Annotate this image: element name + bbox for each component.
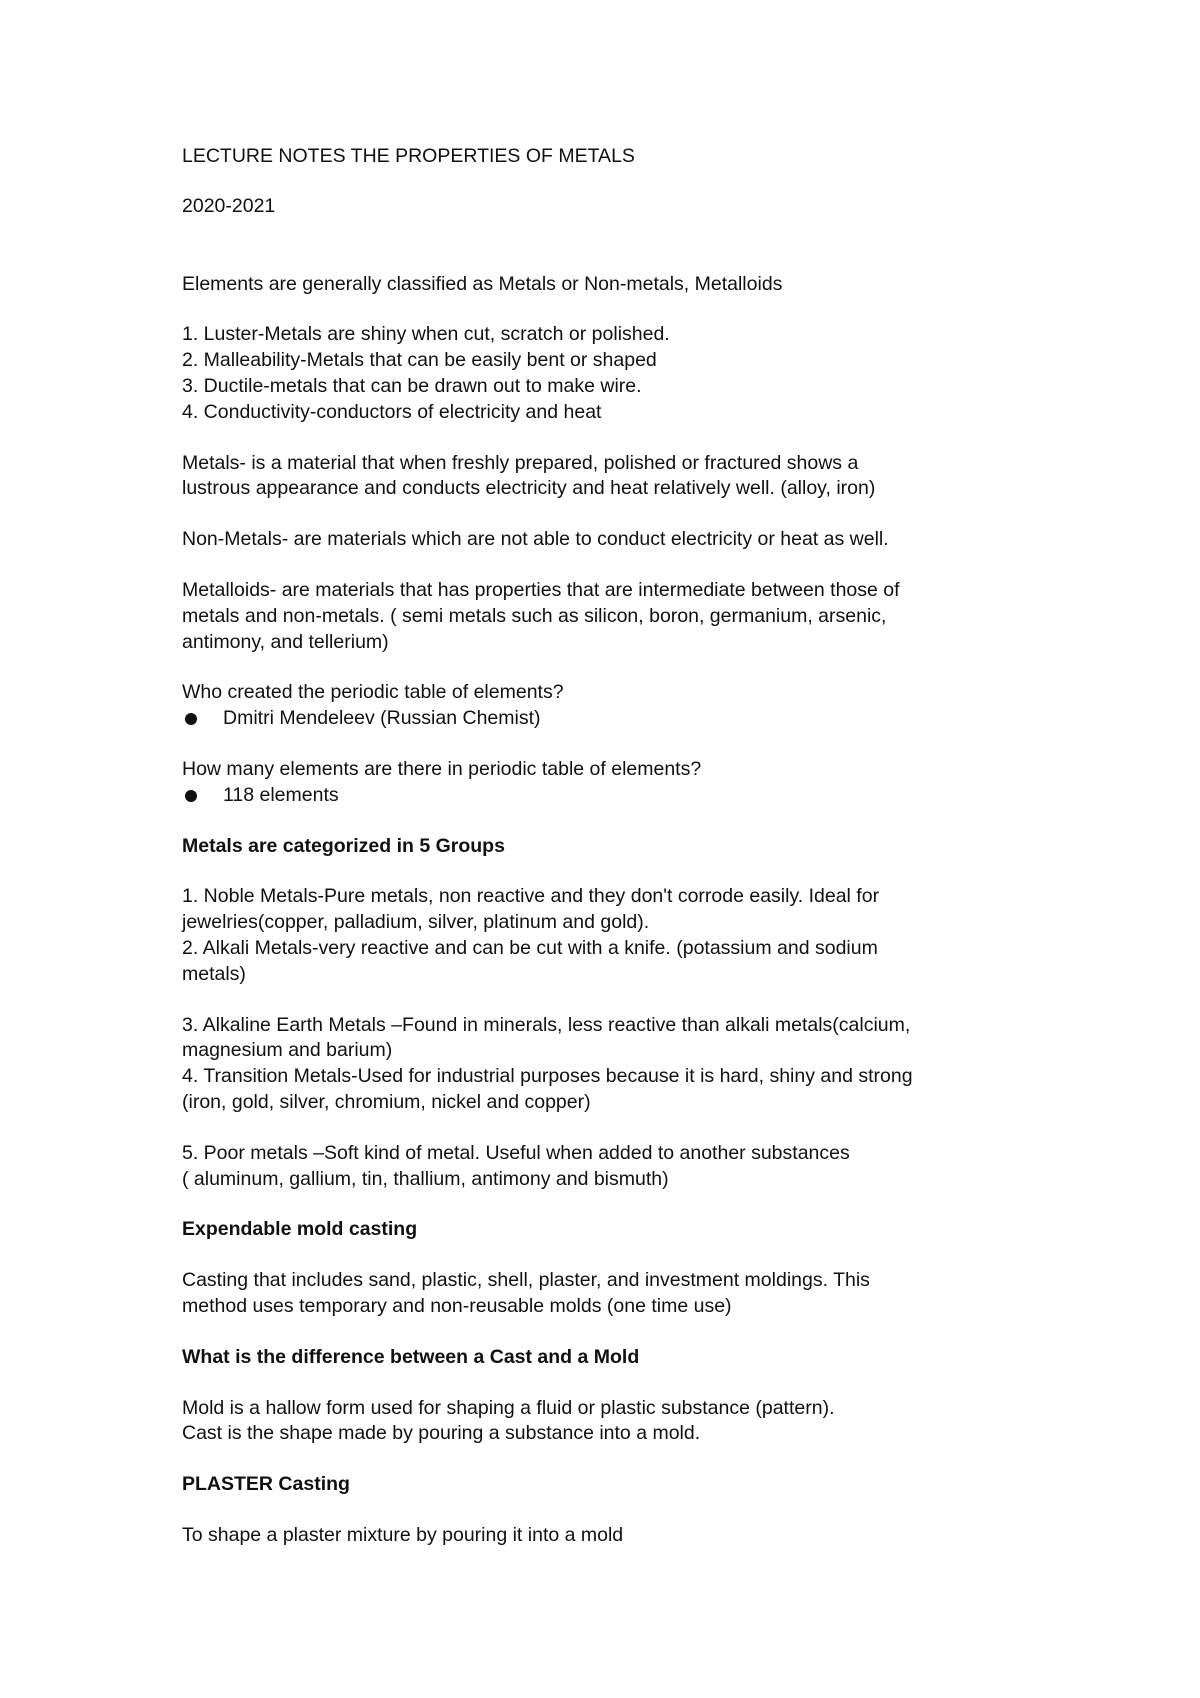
bullet-item <box>182 706 1062 732</box>
text-line: 3. Alkaline Earth Metals –Found in minerals, less reactive than alkali metals(calcium, <box>182 1013 911 1036</box>
property-item: 3. Ductile-metals that can be drawn out to make wire. <box>182 374 642 397</box>
text-line: antimony, and tellerium) <box>182 630 389 653</box>
qa-block-count <box>182 757 1062 809</box>
intro-paragraph: Elements are generally classified as Metals or Non-metals, Metalloids <box>182 272 783 295</box>
property-item: 1. Luster-Metals are shiny when cut, scratch or polished. <box>182 323 670 346</box>
bullet-icon <box>185 790 197 802</box>
text-line: magnesium and barium) <box>182 1039 393 1062</box>
text-line: metals and non-metals. ( semi metals such as silicon, boron, germanium, arsenic, <box>182 604 887 627</box>
text-line: 5. Poor metals –Soft kind of metal. Useful when added to another substances <box>182 1141 850 1164</box>
text-line: lustrous appearance and conducts electricity and heat relatively well. (alloy, iron) <box>182 477 876 500</box>
answer-text: Dmitri Mendeleev (Russian Chemist) <box>223 707 541 730</box>
qa-block-creator <box>182 680 1062 732</box>
groups-block-1 <box>182 884 1062 987</box>
text-line: jewelries(copper, palladium, silver, platinum and gold). <box>182 911 650 934</box>
text-line: metals) <box>182 962 246 985</box>
bullet-item <box>182 783 1062 809</box>
text-line: Metalloids- are materials that has properties that are intermediate between those of <box>182 578 900 601</box>
text-line: 1. Noble Metals-Pure metals, non reactive and they don't corrode easily. Ideal for <box>182 885 880 908</box>
text-line: (iron, gold, silver, chromium, nickel and copper) <box>182 1090 591 1113</box>
cast-vs-mold-text <box>182 1396 1062 1448</box>
property-item: 4. Conductivity-conductors of electricity and heat <box>182 400 602 423</box>
groups-heading: Metals are categorized in 5 Groups <box>182 834 505 857</box>
properties-list <box>182 322 1062 425</box>
text-line: Cast is the shape made by pouring a substance into a mold. <box>182 1422 701 1445</box>
property-item: 2. Malleability-Metals that can be easily bent or shaped <box>182 349 657 372</box>
text-line: ( aluminum, gallium, tin, thallium, antimony and bismuth) <box>182 1167 669 1190</box>
bullet-icon <box>185 713 197 725</box>
groups-block-2 <box>182 1013 1062 1116</box>
expendable-heading: Expendable mold casting <box>182 1218 418 1241</box>
groups-block-3 <box>182 1141 1062 1193</box>
plaster-heading: PLASTER Casting <box>182 1473 350 1496</box>
question-text: How many elements are there in periodic table of elements? <box>182 757 702 780</box>
answer-text: 118 elements <box>223 783 339 806</box>
document-year: 2020-2021 <box>182 194 276 217</box>
plaster-text: To shape a plaster mixture by pouring it into a mold <box>182 1523 624 1546</box>
text-line: Mold is a hallow form used for shaping a fluid or plastic substance (pattern). <box>182 1396 835 1419</box>
expendable-text <box>182 1268 1062 1320</box>
text-line: Metals- is a material that when freshly prepared, polished or fractured shows a <box>182 451 859 474</box>
non-metals-definition: Non-Metals- are materials which are not able to conduct electricity or heat as well. <box>182 528 889 551</box>
document-title: LECTURE NOTES THE PROPERTIES OF METALS <box>182 145 635 167</box>
question-text: Who created the periodic table of elements? <box>182 681 564 704</box>
metalloids-definition <box>182 578 1062 655</box>
text-line: 2. Alkali Metals-very reactive and can be cut with a knife. (potassium and sodium <box>182 936 878 959</box>
document-body <box>182 144 1062 1549</box>
metals-definition <box>182 451 1062 503</box>
text-line: Casting that includes sand, plastic, shell, plaster, and investment moldings. This <box>182 1269 870 1292</box>
cast-vs-mold-heading: What is the difference between a Cast and a Mold <box>182 1345 640 1368</box>
text-line: method uses temporary and non-reusable molds (one time use) <box>182 1294 732 1317</box>
text-line: 4. Transition Metals-Used for industrial purposes because it is hard, shiny and strong <box>182 1065 913 1088</box>
